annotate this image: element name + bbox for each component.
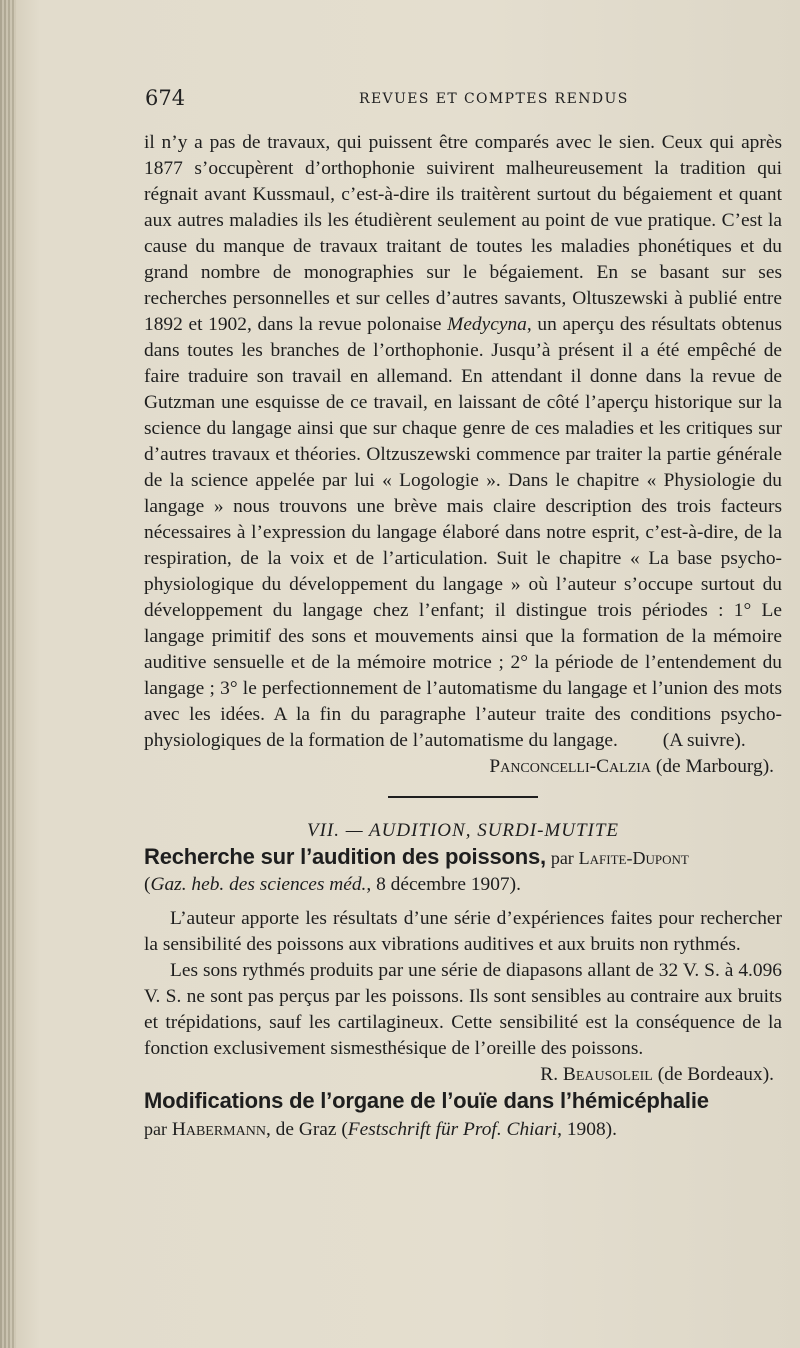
running-title: REVUES ET COMPTES RENDUS [359,91,629,107]
section-divider [388,796,538,798]
article-2-source: Gaz. heb. des sciences méd. [150,874,367,895]
article-1-signature: Panconcelli-Calzia (de Marbourg). [489,756,774,777]
article-3-title: Modifications de l’organe de l’ouïe dans l’hémicéphalie [144,1088,709,1113]
article-3-source: Festschrift für Prof. Chiari [347,1119,558,1140]
page-number: 674 [145,86,186,110]
article-2-signature: R. Beausoleil (de Bordeaux). [540,1064,774,1085]
journal-name: Medycyna [447,314,527,335]
article-2-title: Recherche sur l’audition des poissons, [144,844,546,869]
article-2-paragraph-1: L’auteur apporte les résultats d’une série d’expériences faites pour rechercher la sensibilité des poissons aux vibrations auditives et aux bruits non rythmés. [144,908,782,955]
article-2-author: Lafite-Dupont [578,848,689,868]
page-header [145,86,785,116]
article-2-paragraph-2: Les sons rythmés produits par une série de diapasons allant de 32 V. S. à 4.096 V. S. ne sont pas perçus par les poissons. Ils sont sensibles au contraire aux bruits et trépidations, sauf les cartilagineux. Cette sensibilité est la conséquence de la fonction exclusivement sismesthésique de l’oreille des poissons. [144,960,782,1059]
article-3-author: Habermann [171,1119,266,1140]
page-body [144,130,782,1143]
to-follow: (A suivre). [662,730,746,751]
article-1-paragraph: il n’y a pas de travaux, qui puissent être comparés avec le sien. Ceux qui après 1877 s’occupèrent d’orthophonie suivirent malheureusement la tradition qui régnait avant Kussmaul, c’est-à-dire ils traitèrent surtout du bégaiement et quant aux autres maladies ils les étudièrent seulement au point de vue pratique. C’est la cause du manque de travaux traitant de toutes les maladies phonétiques et du grand nombre de monographies sur le bégaiement. En se basant sur ses recherches personnelles et sur celles d’autres savants, Oltuszewski à publié entre 1892 et 1902, dans la revue polonaise Medycyna, un aperçu des résultats obtenus dans toutes les branches de l’orthophonie. Jusqu’à présent il a été empêché de faire traduire son travail en allemand. En attendant il donne dans la revue de Gutzman une esquisse de ce travail, en laissant de côté l’aperçu historique sur la science du langage ainsi que sur chaque genre de ces maladies et les critiques sur d’autres travaux et théories. Oltzuszewski commence par traiter la partie générale de la science appelée par lui « Logologie ». Dans le chapitre « Physiologie du langage » nous trouvons une brève mais claire description des trois facteurs nécessaires à l’expression du langage élaboré dans notre esprit, c’est-à-dire, de la respiration, de la voix et de l’articulation. Suit le chapitre « La base psycho-physiologique du développement du langage » où l’auteur s’occupe surtout du développement du langage chez l’enfant; il distingue trois périodes : 1° Le langage primitif des sons et mouvements ainsi que la formation de la mémoire auditive sensuelle et de la mémoire motrice ; 2° la période de l’entendement du langage ; 3° le perfectionnement de l’automatisme du langage et l’union des mots avec les idées. A la fin du paragraphe l’auteur traite des conditions psycho-physiologiques de la formation de l’automatisme du langage. (A suivre). [144,132,782,751]
article-3-heading: Modifications de l’organe de l’ouïe dans l’hémicéphalie par Habermann, de Graz (Festschrift für Prof. Chiari, 1908). [144,1088,709,1140]
section-title: VII. — AUDITION, SURDI-MUTITE [306,820,620,841]
article-2-heading: Recherche sur l’audition des poissons, par Lafite-Dupont (Gaz. heb. des sciences méd., 8 décembre 1907). [144,844,689,895]
author-signature: Panconcelli-Calzia [489,756,652,777]
book-spine-edge [0,0,16,1348]
